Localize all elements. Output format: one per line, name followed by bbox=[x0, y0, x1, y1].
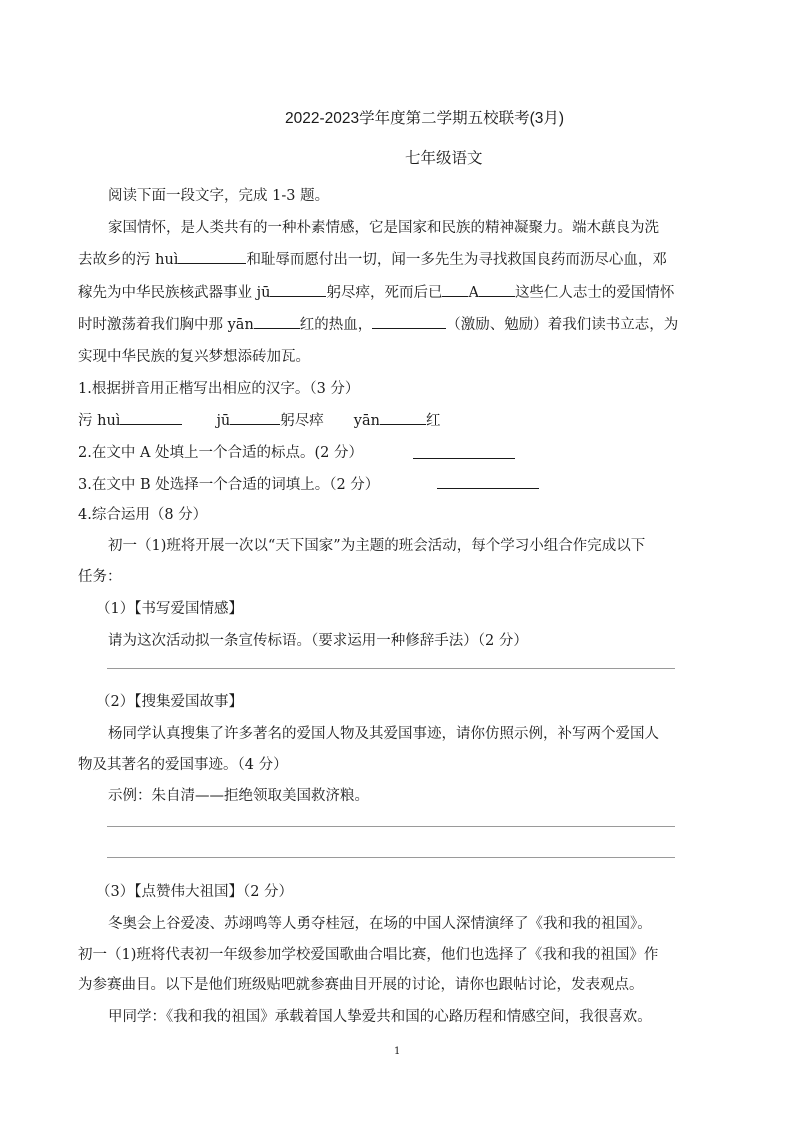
passage-line-1: 家国情怀，是人类共有的一种朴素情感，它是国家和民族的精神凝聚力。端木蕻良为洗 bbox=[108, 220, 659, 236]
page-number: 1 bbox=[394, 1046, 401, 1057]
blank-a-left[interactable] bbox=[442, 281, 468, 297]
blank-b[interactable] bbox=[372, 313, 446, 329]
passage-line-3: 稼先为中华民族核武器事业 jū 躬尽瘁，死而后已 A 这些仁人志士的爱国情怀 bbox=[78, 281, 674, 302]
task-2-answer-line-1[interactable] bbox=[107, 826, 675, 827]
task-3-heading: （3）【点赞伟大祖国】（2 分） bbox=[96, 884, 294, 900]
page-title: 2022-2023学年度第二学期五校联考(3月) bbox=[285, 110, 565, 127]
question-4: 4.综合运用（8 分） bbox=[78, 507, 208, 523]
task-2-prompt-line-2: 物及其著名的爱国事迹。（4 分） bbox=[78, 757, 288, 773]
marker-a: A bbox=[468, 285, 479, 302]
page-subtitle: 七年级语文 bbox=[405, 150, 483, 167]
task-2-prompt-line-1: 杨同学认真搜集了许多著名的爱国人物及其爱国事迹，请你仿照示例，补写两个爱国人 bbox=[108, 726, 659, 742]
pinyin-yan: 时时激荡着我们胸中那 yān bbox=[78, 317, 254, 334]
q1-blank-hui[interactable] bbox=[120, 409, 182, 425]
reading-instruction: 阅读下面一段文字，完成 1-3 题。 bbox=[108, 188, 330, 204]
q3-answer-line[interactable] bbox=[437, 488, 539, 489]
passage-line-2: 去故乡的污 huì 和耻辱而愿付出一切，闻一多先生为寻找救国良药而沥尽心血，邓 bbox=[78, 248, 667, 269]
q2-answer-line[interactable] bbox=[413, 458, 515, 459]
task-3-paragraph-1: 冬奥会上谷爱凌、苏翊鸣等人勇夺桂冠，在场的中国人深情演绎了《我和我的祖国》。 bbox=[108, 916, 652, 932]
q1-blank-yan[interactable] bbox=[380, 409, 426, 425]
question-1: 1.根据拼音用正楷写出相应的汉字。（3 分） bbox=[78, 381, 360, 397]
task-3-paragraph-3: 为参赛曲目。以下是他们班级贴吧就参赛曲目开展的讨论，请你也跟帖讨论，发表观点。 bbox=[78, 977, 644, 993]
passage-line-4: 时时激荡着我们胸中那 yān 红的热血， （激励、勉励）着我们读书立志，为 bbox=[78, 313, 678, 334]
task-2-heading: （2）【搜集爱国故事】 bbox=[96, 694, 243, 710]
q1-answer-row: 污 huì jū 躬尽瘁 yān 红 bbox=[78, 409, 440, 430]
question-2: 2.在文中 A 处填上一个合适的标点。(2 分） bbox=[78, 445, 364, 461]
pinyin-hui: 去故乡的污 huì bbox=[78, 252, 179, 269]
q4-intro-line-1: 初一（1)班将开展一次以“天下国家”为主题的班会活动，每个学习小组合作完成以下 bbox=[108, 538, 646, 554]
q1-blank-ju[interactable] bbox=[230, 409, 280, 425]
blank-a-right[interactable] bbox=[479, 281, 515, 297]
blank-yan[interactable] bbox=[254, 313, 300, 329]
task-2-example: 示例：朱自清——拒绝领取美国救济粮。 bbox=[108, 788, 369, 804]
q4-intro-line-2: 任务： bbox=[78, 569, 122, 585]
task-3-paragraph-2: 初一（1)班将代表初一年级参加学校爱国歌曲合唱比赛，他们也选择了《我和我的祖国》作 bbox=[78, 947, 659, 963]
task-2-answer-line-2[interactable] bbox=[107, 857, 675, 858]
passage-line-5: 实现中华民族的复兴梦想添砖加瓦。 bbox=[78, 349, 310, 365]
blank-hui[interactable] bbox=[178, 248, 246, 264]
task-3-student-a: 甲同学：《我和我的祖国》承载着国人挚爱共和国的心路历程和情感空间，我很喜欢。 bbox=[108, 1009, 652, 1025]
blank-ju[interactable] bbox=[270, 281, 326, 297]
pinyin-ju: 稼先为中华民族核武器事业 jū bbox=[78, 285, 271, 302]
question-3: 3.在文中 B 处选择一个合适的词填上。（2 分） bbox=[78, 477, 380, 493]
task-1-answer-line[interactable] bbox=[107, 668, 675, 669]
task-1-prompt: 请为这次活动拟一条宣传标语。（要求运用一种修辞手法）（2 分） bbox=[108, 633, 528, 649]
task-1-heading: （1）【书写爱国情感】 bbox=[96, 601, 243, 617]
